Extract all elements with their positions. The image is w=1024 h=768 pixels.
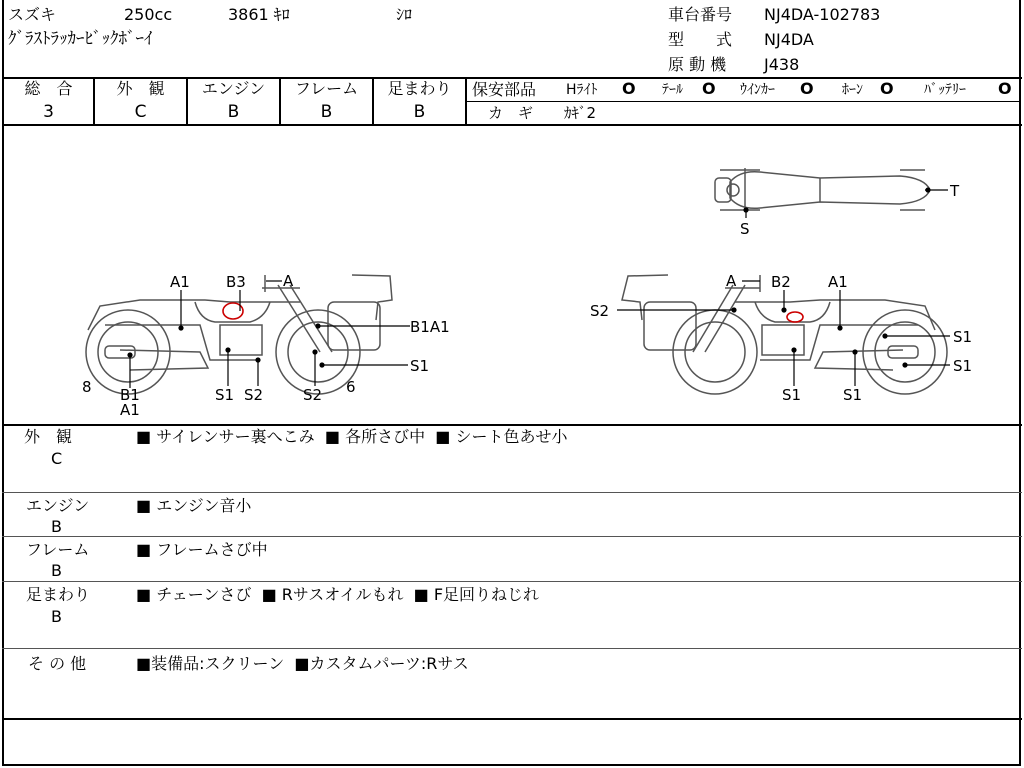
damage-mark xyxy=(787,312,803,322)
diagram-label: A xyxy=(283,272,294,290)
rating-label-overall: 総 合 xyxy=(24,79,73,98)
safety-item-horn: ﾎｰﾝ xyxy=(842,82,863,98)
note-items-exterior: ■ サイレンサー裏へこみ ■ 各所さび中 ■ シート色あせ小 xyxy=(136,427,568,446)
note-category-frame: フレーム xyxy=(26,540,90,559)
rating-value-engine: B xyxy=(227,102,240,122)
diagram-label: A1 xyxy=(170,273,190,291)
engine-label: 原 動 機 xyxy=(668,55,727,74)
diagram-label: S2 xyxy=(303,386,323,404)
safety-mark-taillight: O xyxy=(702,79,716,98)
rating-label-exterior: 外 観 xyxy=(116,79,165,98)
note-items-other: ■装備品:スクリーン ■カスタムパーツ:Rサス xyxy=(136,654,469,673)
note-grade-suspension: B xyxy=(51,607,62,626)
diagram-label: S1 xyxy=(782,386,802,404)
safety-mark-turn-signal: O xyxy=(800,79,814,98)
diagram-label: S1 xyxy=(843,386,863,404)
note-items-frame: ■ フレームさび中 xyxy=(136,540,268,559)
diagram-label: S1 xyxy=(410,357,430,375)
diagram-label: T xyxy=(950,182,960,200)
safety-mark-horn: O xyxy=(880,79,894,98)
safety-label: 保安部品 xyxy=(472,80,537,99)
chassis-label: 車台番号 xyxy=(668,5,733,24)
safety-item-battery: ﾊﾞｯﾃﾘｰ xyxy=(924,82,966,98)
diagram-label: B1A1 xyxy=(410,318,450,336)
type-label: 型 式 xyxy=(668,30,733,49)
model-name: ｸﾞﾗｽﾄﾗｯｶｰﾋﾞｯｸﾎﾞｰｲ xyxy=(8,29,153,49)
note-items-engine: ■ エンジン音小 xyxy=(136,496,252,515)
maker: スズキ xyxy=(8,5,57,24)
diagram-label: S2 xyxy=(590,302,610,320)
diagram-label: A xyxy=(726,272,737,290)
rating-label-frame: フレーム xyxy=(294,79,359,98)
note-category-engine: エンジン xyxy=(26,496,90,515)
rating-value-exterior: C xyxy=(134,102,147,122)
safety-mark-headlight: O xyxy=(622,79,636,98)
note-category-exterior: 外 観 xyxy=(24,427,73,446)
key-label: カ ギ xyxy=(488,104,534,122)
bike-top-view xyxy=(715,168,930,212)
note-grade-frame: B xyxy=(51,561,62,580)
diagram-label: S xyxy=(740,220,750,238)
color: ｼﾛ xyxy=(396,5,413,24)
diagram-label: B2 xyxy=(771,273,791,291)
diagram-label: A1 xyxy=(120,401,140,419)
chassis-number: NJ4DA-102783 xyxy=(764,5,881,24)
diagram-label: B1 xyxy=(120,386,140,404)
safety-mark-battery: O xyxy=(998,79,1012,98)
note-items-suspension: ■ チェーンさび ■ Rサスオイルもれ ■ F足回りねじれ xyxy=(136,585,540,604)
diagram-label: A1 xyxy=(828,273,848,291)
diagram-label: S1 xyxy=(953,328,973,346)
rating-value-overall: 3 xyxy=(43,102,54,122)
rating-label-engine: エンジン xyxy=(201,79,266,98)
diagram-label: B3 xyxy=(226,273,246,291)
diagram-label: S1 xyxy=(215,386,235,404)
safety-item-headlight: Hﾗｲﾄ xyxy=(566,82,598,98)
diagram-label: S1 xyxy=(953,357,973,375)
displacement: 250cc xyxy=(124,5,173,24)
type-value: NJ4DA xyxy=(764,30,814,49)
mileage: 3861 ｷﾛ xyxy=(228,5,290,24)
note-grade-exterior: C xyxy=(51,449,63,468)
note-category-suspension: 足まわり xyxy=(26,585,91,604)
safety-item-taillight: ﾃｰﾙ xyxy=(662,82,683,98)
engine-value: J438 xyxy=(764,55,800,74)
diagram-label: 6 xyxy=(346,378,356,396)
bike-left-view xyxy=(86,275,392,394)
rating-label-suspension: 足まわり xyxy=(387,79,452,98)
rating-value-suspension: B xyxy=(413,102,426,122)
safety-item-turn-signal: ｳｲﾝｶｰ xyxy=(740,82,775,98)
diagram-label: 8 xyxy=(82,378,92,396)
note-grade-engine: B xyxy=(51,517,62,536)
note-category-other: そ の 他 xyxy=(28,654,87,673)
rating-value-frame: B xyxy=(320,102,333,122)
key-value: ｶｷﾞ2 xyxy=(564,104,597,122)
diagram-label: S2 xyxy=(244,386,264,404)
